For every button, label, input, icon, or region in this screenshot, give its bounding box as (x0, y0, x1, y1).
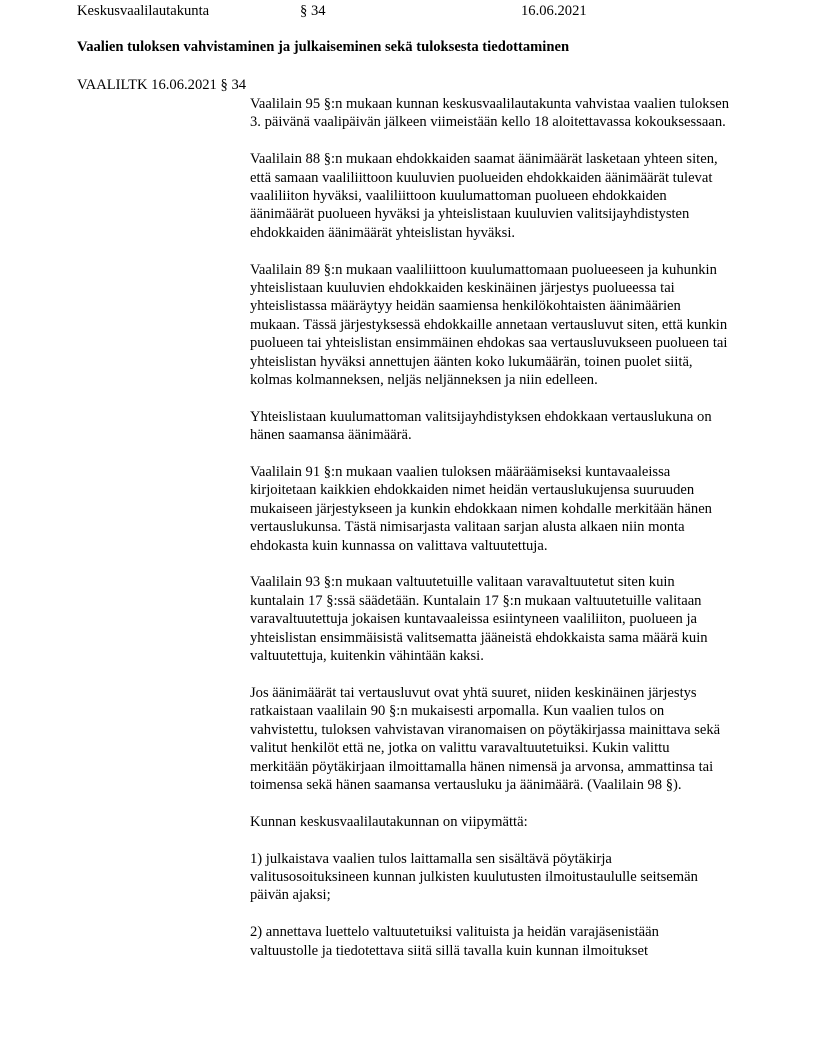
list-item: 2) annettava luettelo valtuutetuiksi valituista ja heidän varajäsenistään valtuustolle ja tiedotettava siitä sillä tavalla kuin kunnan ilmoitukset (250, 924, 659, 959)
body-paragraph: Vaalilain 89 §:n mukaan vaaliliittoon kuulumattomaan puolueeseen ja kuhunkin yhteislistaan kuuluvien ehdokkaiden keskinäinen järjestys puolueessa tai yhteislistassa määräytyy heidän saamiensa henkilökohtaisten äänimäärien mukaan. Tässä järjestyksessä ehdokkaille annetaan vertausluvut siten, että kunkin puolueen tai yhteislistan ensimmäinen ehdokas saa vertausluvukseen puolueen tai yhteislistan hyväksi annettujen äänten koko lukumäärän, toinen puolet siitä, kolmas kolmanneksen, neljäs neljänneksen ja niin edelleen. (250, 261, 728, 389)
document-title: Vaalien tuloksen vahvistaminen ja julkaiseminen sekä tuloksesta tiedottaminen (77, 39, 570, 55)
body-paragraph: Vaalilain 93 §:n mukaan valtuutetuille valitaan varavaltuutetut siten kuin kuntalain 17 §:ssä säädetään. Kuntalain 17 §:n mukaan valtuutetuille valitaan varavaltuutettuja jokaisen kuntavaaleissa esiintyneen vaaliliiton, puolueen ja yhteislistan ensimmäisistä valitsematta jääneistä ehdokkaista sama määrä kuin valtuutettuja, kuitenkin vähintään kaksi. (250, 574, 708, 665)
list-item: 1) julkaistava vaalien tulos laittamalla sen sisältävä pöytäkirja valitusosoituksineen kunnan julkisten kuulutusten ilmoitustaululle seitsemän päivän ajaksi; (250, 850, 698, 904)
document-body (250, 95, 730, 978)
body-paragraph: Yhteislistaan kuulumattoman valitsijayhdistyksen ehdokkaan vertauslukuna on hänen saamansa äänimäärä. (250, 408, 712, 444)
meeting-date: 16.06.2021 (521, 3, 587, 19)
decision-reference: VAALILTK 16.06.2021 § 34 (77, 77, 247, 93)
section-number: § 34 (300, 3, 326, 19)
organization-name: Keskusvaalilautakunta (77, 3, 210, 19)
body-paragraph: Jos äänimäärät tai vertausluvut ovat yhtä suuret, niiden keskinäinen järjestys ratkaistaan vaalilain 90 §:n mukaisesti arpomalla. Kun vaalien tulos on vahvistettu, tuloksen vahvistavan viranomaisen on pöytäkirjassa mainittava sekä valitut henkilöt että ne, jotka on valittu varavaltuutetuiksi. Kukin valittu merkitään pöytäkirjaan ilmoittamalla hänen nimensä ja arvonsa, ammattinsa tai toimensa sekä hänen saamansa vertausluku ja äänimäärä. (Vaalilain 98 §). (250, 684, 721, 793)
body-paragraph: Vaalilain 88 §:n mukaan ehdokkaiden saamat äänimäärät lasketaan yhteen siten, että samaan vaaliliittoon kuuluvien puolueiden ehdokkaiden äänimäärät tulevat vaaliliiton hyväksi, vaaliliittoon kuulumattoman puolueen ehdokkaiden äänimäärät puolueen hyväksi ja yhteislistaan kuuluvien valitsijayhdistysten ehdokkaiden äänimäärät yhteislistan hyväksi. (250, 151, 718, 241)
document-header (77, 2, 777, 22)
body-paragraph: Vaalilain 91 §:n mukaan vaalien tuloksen määräämiseksi kuntavaaleissa kirjoitetaan kaikkien ehdokkaiden nimet heidän vertauslukujensa suuruuden mukaiseen järjestykseen ja kunkin ehdokkaan nimen kohdalle merkitään hänen vertauslukunsa. Tästä nimisarjasta valitaan sarjan alusta alkaen niin monta ehdokasta kuin kunnassa on valittava valtuutettuja. (250, 464, 712, 554)
body-paragraph: Kunnan keskusvaalilautakunnan on viipymättä: (250, 813, 528, 830)
body-paragraph: Vaalilain 95 §:n mukaan kunnan keskusvaalilautakunta vahvistaa vaalien tuloksen 3. päivänä vaalipäivän jälkeen viimeistään kello 18 aloitettavassa kokouksessaan. (250, 96, 730, 131)
